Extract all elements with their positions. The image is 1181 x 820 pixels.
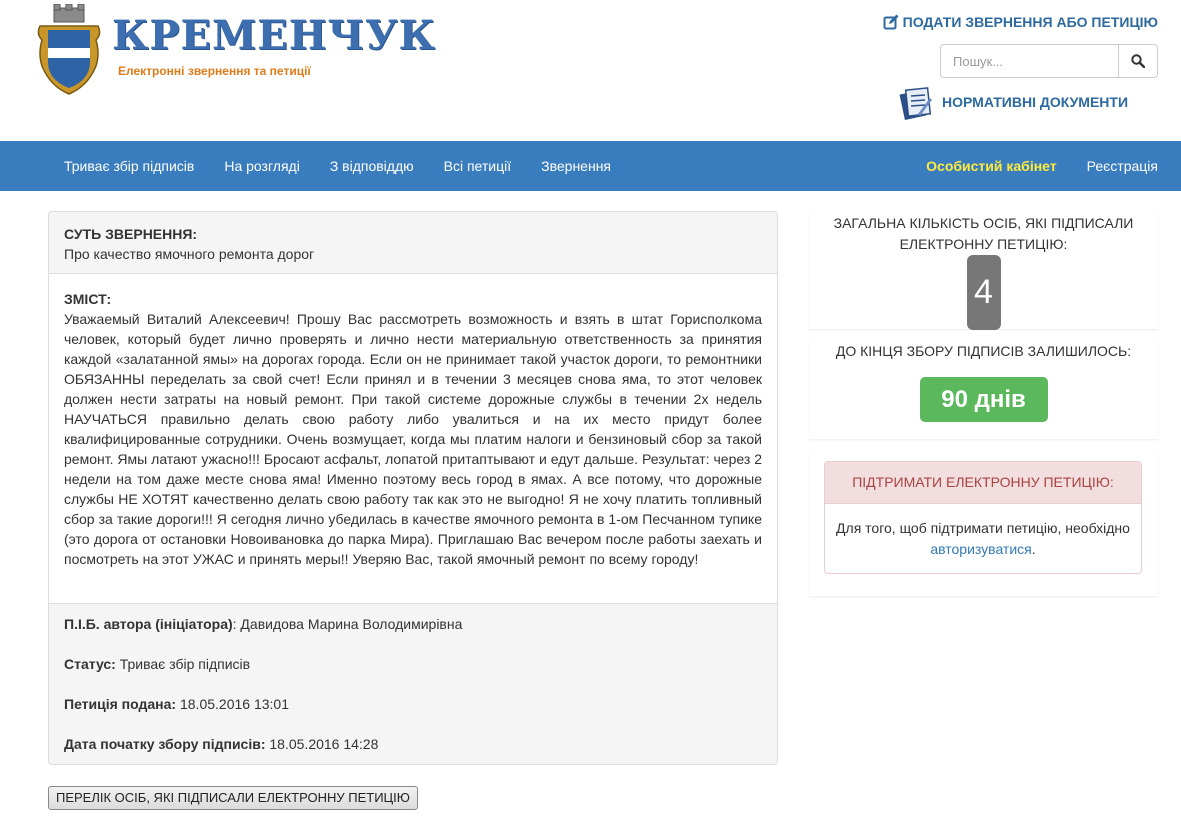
author-label: П.І.Б. автора (ініціатора) <box>64 616 233 632</box>
essence-label: СУТЬ ЗВЕРНЕННЯ: <box>64 226 198 242</box>
submit-petition-link[interactable] <box>883 14 1158 30</box>
normative-docs-link[interactable] <box>898 84 1128 120</box>
submitted-label: Петиція подана: <box>64 696 177 712</box>
support-text-1: Для того, щоб підтримати петицію, необхідно <box>836 520 1130 536</box>
submit-petition-label: ПОДАТИ ЗВЕРНЕННЯ АБО ПЕТИЦІЮ <box>902 14 1158 30</box>
nav-item-register[interactable]: Реєстрація <box>1086 158 1158 174</box>
nav-item-answered[interactable]: З відповіддю <box>329 158 414 174</box>
support-text-2: . <box>1031 541 1036 557</box>
support-box <box>809 451 1158 596</box>
submitted-row <box>64 694 762 714</box>
support-title: ПІДТРИМАТИ ЕЛЕКТРОННУ ПЕТИЦІЮ: <box>825 462 1141 504</box>
status-value: Триває збір підписів <box>115 656 251 672</box>
login-link[interactable]: авторизуватися <box>930 541 1032 557</box>
content-label: ЗМІСТ: <box>64 291 112 307</box>
petition-essence <box>49 212 777 274</box>
start-date-row <box>64 734 762 754</box>
petition-meta <box>49 604 777 765</box>
petition-sidebar <box>809 211 1158 596</box>
search-button[interactable] <box>1118 44 1158 78</box>
documents-icon <box>898 84 934 120</box>
logo-subtitle: Електронні звернення та петиції <box>118 64 311 78</box>
days-left-badge: 90 днів <box>920 377 1048 422</box>
support-card <box>824 461 1142 574</box>
essence-text: Про качество ямочного ремонта дорог <box>64 246 315 262</box>
status-row <box>64 654 762 674</box>
content-text: Уважаемый Виталий Алексеевич! Прошу Вас рассмотреть возможность и взять в штат Горисполкома человек, который будет лично проверять и лично нести материальную ответственность за принятия каждой «залатанной ямы» на дорогах города. Если он не принимает такой участок дороги, то ремонтники ОБЯЗАННЫ переделать за свой счет! Если принял и в течении 3 месяцев снова яма, то этот человек должен нести затраты на новый ремонт. При такой системе дорожные службы в течении 2х недель НАУЧАТЬСЯ правильно делать свою работу либо увалиться и на их место придут более квалифицированные сотрудники. Очень возмущает, когда мы платим налоги и бензиновый сбор за такой ремонт. Ямы латают ужасно!!! Бросают асфальт, лопатой притаптывают и едут дальше. Результат: через 2 недели на том даже месте снова яма! Именно поэтому весь город в ямах. А все потому, что дорожные службы НЕ ХОТЯТ качественно делать свою работу так как это не выгодно! Я не хочу платить топливный сбор за такие дороги!!! Я сегодня лично убедилась в качестве ямочного ремонта в 1-ом Песчанном тупике (это дорога от остановки Новоивановка до парка Мира). Приглашаю Вас вечером после работы заехать и посмотреть на этот УЖАС и принять меры!! Уверяю Вас, такой ямочный ремонт по всему городу! <box>64 311 762 567</box>
author-value: : Давидова Марина Володимирівна <box>232 616 463 632</box>
nav-item-collecting[interactable]: Триває збір підписів <box>64 158 195 174</box>
petition-content <box>49 274 777 604</box>
nav-item-cabinet[interactable]: Особистий кабінет <box>926 158 1057 174</box>
edit-square-icon <box>883 14 899 30</box>
author-row <box>64 614 762 634</box>
logo-title: КРЕМЕНЧУК <box>112 12 436 59</box>
site-logo[interactable] <box>36 4 436 96</box>
nav-item-under-review[interactable]: На розгляді <box>224 158 300 174</box>
magnifier-icon <box>1131 54 1145 68</box>
start-date-value: 18.05.2016 14:28 <box>265 736 379 752</box>
support-text <box>825 504 1141 560</box>
submitted-value: 18.05.2016 13:01 <box>176 696 289 712</box>
nav-item-all-petitions[interactable]: Всі петиції <box>443 158 512 174</box>
signatures-count-badge: 4 <box>967 255 1001 330</box>
nav-left <box>49 141 626 191</box>
days-left-box <box>809 339 1158 439</box>
search-box <box>940 44 1158 78</box>
nav-item-appeals[interactable]: Звернення <box>541 158 612 174</box>
signatures-count-box <box>809 211 1158 329</box>
signers-list-button[interactable]: ПЕРЕЛІК ОСІБ, ЯКІ ПІДПИСАЛИ ЕЛЕКТРОННУ ПЕТИЦІЮ <box>48 786 418 810</box>
city-crest-icon <box>36 4 102 96</box>
petition-panel <box>48 211 778 765</box>
nav-right <box>911 141 1173 191</box>
search-input[interactable] <box>940 44 1118 78</box>
days-left-title: ДО КІНЦЯ ЗБОРУ ПІДПИСІВ ЗАЛИШИЛОСЬ: <box>835 343 1132 359</box>
status-label: Статус: <box>64 656 116 672</box>
site-header <box>0 0 1181 141</box>
main-navbar <box>0 141 1181 191</box>
signatures-count-title: ЗАГАЛЬНА КІЛЬКІСТЬ ОСІБ, ЯКІ ПІДПИСАЛИ ЕЛЕКТРОННУ ПЕТИЦІЮ: <box>833 215 1134 252</box>
normative-docs-label: НОРМАТИВНІ ДОКУМЕНТИ <box>942 94 1129 110</box>
start-date-label: Дата початку збору підписів: <box>64 736 266 752</box>
